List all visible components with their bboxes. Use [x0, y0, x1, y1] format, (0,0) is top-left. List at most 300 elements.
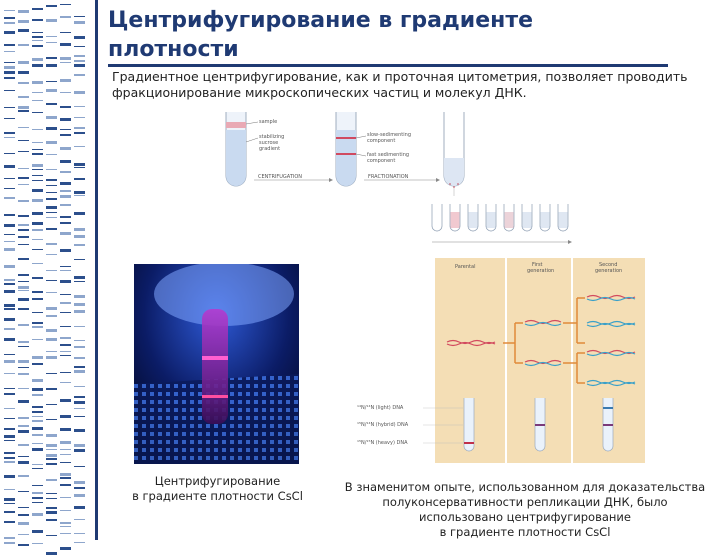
- gel-band: [74, 310, 85, 313]
- gel-band: [74, 466, 85, 467]
- gel-band: [60, 337, 71, 339]
- label-fractionation: FRACTIONATION: [368, 174, 409, 180]
- gel-band: [18, 244, 29, 245]
- fraction-tubes: [428, 198, 578, 250]
- gel-band: [74, 281, 85, 282]
- gel-band: [4, 373, 15, 374]
- gel-band: [46, 444, 57, 447]
- gel-band: [46, 338, 57, 341]
- gel-band: [4, 354, 15, 355]
- gel-band: [74, 346, 85, 348]
- gel-band: [46, 243, 57, 245]
- gel-band: [74, 494, 85, 497]
- gel-band: [60, 129, 71, 130]
- gel-band: [74, 276, 85, 279]
- gel-band: [18, 110, 29, 112]
- gel-band: [32, 180, 43, 181]
- gel-band: [4, 408, 15, 409]
- gel-band: [74, 36, 85, 39]
- gel-band: [18, 400, 29, 403]
- gel-band: [46, 498, 57, 499]
- gel-band: [4, 304, 15, 307]
- gel-band: [32, 363, 43, 365]
- gel-band: [18, 324, 29, 326]
- gel-band: [60, 62, 71, 63]
- gel-band: [32, 298, 43, 300]
- label-gradient: gradient: [259, 146, 281, 152]
- gel-band: [18, 258, 29, 260]
- decorative-dna-gel-stripe: [0, 0, 88, 540]
- gel-band: [32, 92, 43, 93]
- gel-band: [74, 178, 85, 180]
- gel-band: [32, 222, 43, 225]
- gel-band: [74, 340, 85, 341]
- gel-band: [46, 329, 57, 332]
- gel-band: [4, 241, 15, 242]
- gel-band: [18, 151, 29, 152]
- gel-band: [60, 449, 71, 450]
- gel-band: [18, 82, 29, 84]
- label-slow: slow-sedimenting: [367, 132, 411, 138]
- gel-band: [74, 408, 85, 409]
- gel-band: [74, 91, 85, 94]
- gel-band: [32, 356, 43, 359]
- gel-band: [74, 167, 85, 168]
- gel-band: [60, 510, 71, 511]
- gel-band: [46, 270, 57, 271]
- gel-band: [60, 522, 71, 524]
- gel-band: [46, 206, 57, 209]
- gel-band: [18, 140, 29, 141]
- gel-band: [74, 132, 85, 134]
- gel-band: [32, 229, 43, 231]
- gel-band: [74, 60, 85, 62]
- gel-band: [60, 216, 71, 218]
- gel-band: [46, 81, 57, 82]
- gel-band: [4, 137, 15, 138]
- gel-band: [46, 64, 57, 67]
- gel-band: [46, 154, 57, 155]
- gel-band: [18, 373, 29, 375]
- gel-band: [18, 522, 29, 525]
- gel-band: [4, 360, 15, 363]
- gel-band: [4, 428, 15, 430]
- gel-band: [18, 286, 29, 289]
- gel-band: [4, 475, 15, 478]
- gel-band: [46, 479, 57, 481]
- gel-band: [46, 57, 57, 59]
- gel-band: [60, 526, 71, 527]
- gel-band: [74, 429, 85, 432]
- gel-band: [4, 542, 15, 544]
- gel-band: [46, 454, 57, 457]
- gel-band: [74, 542, 85, 543]
- gel-band: [4, 214, 15, 216]
- caption-left: [120, 474, 315, 504]
- gel-band: [32, 492, 43, 494]
- gel-band: [4, 197, 15, 199]
- gel-band: [18, 44, 29, 46]
- gel-band: [32, 339, 43, 340]
- gel-band: [46, 198, 57, 200]
- gel-band: [18, 534, 29, 535]
- gel-band: [32, 8, 43, 10]
- gel-band: [4, 440, 15, 441]
- gel-band: [46, 307, 57, 310]
- gel-band: [60, 182, 71, 185]
- gel-band: [18, 341, 29, 343]
- gel-band: [4, 435, 15, 438]
- gel-band: [74, 519, 85, 520]
- label-stabilizing: stabilizing: [259, 134, 285, 140]
- gel-band: [4, 77, 15, 79]
- gel-band: [60, 484, 71, 486]
- gel-band: [18, 360, 29, 363]
- gel-band: [74, 74, 85, 76]
- gel-band: [74, 357, 85, 359]
- gel-band: [46, 519, 57, 521]
- gel-band: [18, 184, 29, 185]
- gel-band: [32, 434, 43, 436]
- gel-band: [74, 295, 85, 298]
- gel-band: [46, 254, 57, 255]
- gel-band: [60, 547, 71, 550]
- gel-band: [46, 351, 57, 352]
- gel-band: [32, 394, 43, 396]
- gel-band: [18, 491, 29, 492]
- gel-band: [74, 21, 85, 24]
- gel-band: [32, 58, 43, 61]
- gel-band: [4, 393, 15, 395]
- title-underline: [108, 64, 668, 67]
- gel-band: [46, 141, 57, 144]
- gel-band: [32, 379, 43, 382]
- gel-band: [74, 386, 85, 387]
- gel-band: [46, 458, 57, 460]
- caption-right-line-2: полуконсервативности репликации ДНК, было: [382, 495, 668, 509]
- gel-band: [46, 356, 57, 359]
- gel-band: [18, 20, 29, 23]
- gel-band: [4, 71, 15, 74]
- gel-band: [32, 175, 43, 176]
- gel-band: [46, 315, 57, 317]
- gel-band: [32, 40, 43, 41]
- gel-band: [18, 514, 29, 516]
- gel-band: [4, 489, 15, 490]
- gel-band: [46, 127, 57, 130]
- gel-band: [4, 388, 15, 389]
- gel-band: [18, 456, 29, 457]
- gel-band: [18, 71, 29, 74]
- gel-band: [74, 55, 85, 57]
- gel-band: [4, 452, 15, 454]
- label-parental: Parental: [455, 264, 476, 270]
- gel-band: [46, 449, 57, 450]
- gel-band: [32, 199, 43, 202]
- gel-band: [32, 142, 43, 143]
- gel-band: [4, 153, 15, 154]
- gel-band: [18, 444, 29, 446]
- gel-band: [18, 224, 29, 226]
- gel-band: [18, 10, 29, 13]
- gel-band: [32, 164, 43, 167]
- gel-band: [4, 10, 15, 11]
- caption-right: [340, 480, 710, 540]
- gel-band: [46, 419, 57, 420]
- gel-band: [18, 215, 29, 217]
- gel-band: [46, 535, 57, 536]
- gel-band: [60, 92, 71, 93]
- gel-band: [74, 235, 85, 238]
- gel-band: [60, 204, 71, 206]
- gel-band: [46, 507, 57, 509]
- gel-band: [60, 232, 71, 235]
- gel-band: [74, 487, 85, 489]
- gel-band: [4, 234, 15, 235]
- gel-band: [46, 103, 57, 105]
- gel-band: [46, 212, 57, 213]
- label-generation-1: generation: [527, 268, 555, 274]
- gel-band: [18, 475, 29, 477]
- gel-band: [18, 106, 29, 109]
- gel-band: [4, 165, 15, 168]
- label-component2: component: [367, 158, 396, 164]
- gel-band: [4, 132, 15, 134]
- gel-band: [4, 418, 15, 419]
- gel-band: [4, 498, 15, 501]
- gel-band: [18, 127, 29, 128]
- gel-band: [60, 79, 71, 82]
- gel-band: [32, 64, 43, 67]
- gel-band: [32, 448, 43, 451]
- gel-band: [60, 351, 71, 352]
- gel-band: [60, 326, 71, 327]
- gel-band: [32, 497, 43, 499]
- gel-band: [4, 107, 15, 108]
- gel-band: [18, 229, 29, 231]
- gel-band: [32, 153, 43, 155]
- gel-band: [32, 32, 43, 33]
- gel-band: [60, 32, 71, 33]
- gel-band: [32, 468, 43, 469]
- gel-band: [60, 147, 71, 150]
- gel-band: [32, 312, 43, 313]
- gel-band: [74, 449, 85, 452]
- gel-band: [18, 29, 29, 32]
- gel-band: [18, 274, 29, 276]
- gel-band: [74, 481, 85, 484]
- caption-right-line-3: использовано центрифугирование: [419, 510, 631, 524]
- gel-band: [60, 57, 71, 60]
- gel-band: [18, 298, 29, 301]
- gel-band: [74, 244, 85, 246]
- gel-band: [32, 277, 43, 279]
- gel-band: [46, 36, 57, 37]
- cscl-tube-photo: [134, 264, 299, 464]
- gel-band: [18, 346, 29, 347]
- gel-band: [46, 179, 57, 181]
- gel-band: [32, 189, 43, 192]
- gel-band: [74, 127, 85, 129]
- gel-band: [46, 185, 57, 186]
- gel-band: [60, 533, 71, 534]
- gel-band: [18, 61, 29, 64]
- gel-band: [46, 169, 57, 170]
- gel-band: [46, 404, 57, 405]
- gel-band: [18, 388, 29, 389]
- label-component1: component: [367, 138, 396, 144]
- gel-band: [46, 19, 57, 22]
- gel-band: [4, 248, 15, 251]
- label-centrifugation: CENTRIFUGATION: [258, 174, 303, 180]
- gel-band: [46, 373, 57, 374]
- gel-band: [74, 16, 85, 17]
- gel-band: [46, 434, 57, 437]
- gel-band: [4, 290, 15, 293]
- gel-band: [18, 425, 29, 427]
- gel-band: [18, 290, 29, 291]
- gel-band: [60, 473, 71, 476]
- gel-band: [46, 217, 57, 218]
- gel-band: [74, 303, 85, 306]
- gel-band: [60, 43, 71, 46]
- gel-band: [32, 416, 43, 417]
- gel-band: [46, 292, 57, 293]
- gel-band: [46, 5, 57, 7]
- gel-band: [32, 326, 43, 328]
- gel-band: [74, 146, 85, 147]
- gel-band: [18, 236, 29, 238]
- gel-band: [32, 406, 43, 408]
- gel-band: [32, 513, 43, 516]
- centrifugation-diagram: [214, 108, 494, 198]
- gel-band: [60, 134, 71, 136]
- gel-band: [32, 249, 43, 250]
- gel-band: [18, 168, 29, 169]
- gel-band: [60, 294, 71, 295]
- gel-band: [60, 266, 71, 267]
- caption-left-line-1: Центрифугирование: [154, 474, 281, 488]
- gel-band: [60, 4, 71, 5]
- gel-band: [4, 338, 15, 341]
- gel-band: [18, 430, 29, 433]
- gel-band: [4, 537, 15, 539]
- gel-band: [32, 36, 43, 38]
- gel-band: [4, 318, 15, 321]
- gel-band: [4, 188, 15, 189]
- gel-band: [32, 427, 43, 430]
- gel-band: [32, 464, 43, 465]
- gel-band: [60, 372, 71, 373]
- gel-band: [46, 192, 57, 193]
- gel-band: [32, 502, 43, 503]
- gel-band: [4, 51, 15, 52]
- gel-band: [74, 533, 85, 534]
- gel-band: [18, 281, 29, 282]
- gel-band: [32, 169, 43, 170]
- gel-band: [46, 388, 57, 390]
- gel-band: [74, 191, 85, 194]
- gel-band: [60, 454, 71, 455]
- gel-band: [74, 326, 85, 327]
- label-sucrose: sucrose: [259, 140, 279, 146]
- gel-band: [74, 370, 85, 373]
- gel-band: [18, 507, 29, 508]
- gel-band: [32, 81, 43, 84]
- gel-band: [32, 543, 43, 544]
- gel-band: [4, 118, 15, 119]
- gel-band: [60, 270, 71, 271]
- intro-text: Градиентное центрифугирование, как и проточная цитометрия, позволяет проводить фракционирование микроскопических частиц и молекул ДНК.: [112, 69, 688, 100]
- gel-band: [4, 224, 15, 227]
- gel-band: [60, 190, 71, 192]
- gel-band: [18, 308, 29, 310]
- gel-band: [4, 66, 15, 69]
- label-heavy-dna: ¹⁵N/¹⁵N (heavy) DNA: [357, 440, 408, 446]
- gel-band: [32, 443, 43, 444]
- gel-band: [32, 263, 43, 264]
- caption-right-line-4: в градиенте плотности CsCl: [439, 525, 611, 539]
- gel-band: [60, 399, 71, 402]
- gel-band: [60, 118, 71, 121]
- gel-band: [4, 22, 15, 24]
- label-generation-2: generation: [595, 268, 623, 274]
- gel-band: [32, 388, 43, 391]
- gel-band: [32, 239, 43, 240]
- gel-band: [32, 322, 43, 324]
- label-second: Second: [599, 262, 618, 268]
- gel-band: [4, 521, 15, 523]
- gel-band: [32, 485, 43, 486]
- gel-band: [18, 417, 29, 419]
- gel-band: [18, 177, 29, 179]
- gel-band: [74, 212, 85, 215]
- gel-band: [4, 328, 15, 330]
- gel-band: [74, 117, 85, 118]
- gel-band: [32, 212, 43, 215]
- gel-band: [4, 308, 15, 310]
- gel-band: [74, 401, 85, 404]
- gel-band: [60, 249, 71, 252]
- gel-band: [46, 493, 57, 494]
- gel-band: [4, 44, 15, 46]
- gel-band: [46, 89, 57, 92]
- gel-band: [32, 112, 43, 113]
- gel-band: [46, 511, 57, 514]
- gel-band: [60, 344, 71, 346]
- gel-band: [4, 62, 15, 63]
- gel-band: [4, 17, 15, 19]
- gel-band: [74, 259, 85, 260]
- gel-band: [18, 200, 29, 202]
- vertical-divider: [95, 0, 98, 540]
- gel-band: [46, 280, 57, 281]
- gel-band: [46, 116, 57, 119]
- gel-band: [46, 228, 57, 230]
- gel-band: [60, 222, 71, 224]
- gel-band: [4, 511, 15, 513]
- gel-band: [32, 530, 43, 533]
- gel-band: [60, 195, 71, 198]
- gel-band: [4, 265, 15, 268]
- gel-band: [32, 100, 43, 101]
- gel-band: [74, 195, 85, 196]
- slide-title: Центрифугирование в градиенте плотности: [108, 8, 533, 62]
- gel-band: [74, 46, 85, 47]
- gel-band: [60, 382, 71, 383]
- gel-band: [60, 16, 71, 18]
- gel-band: [32, 291, 43, 293]
